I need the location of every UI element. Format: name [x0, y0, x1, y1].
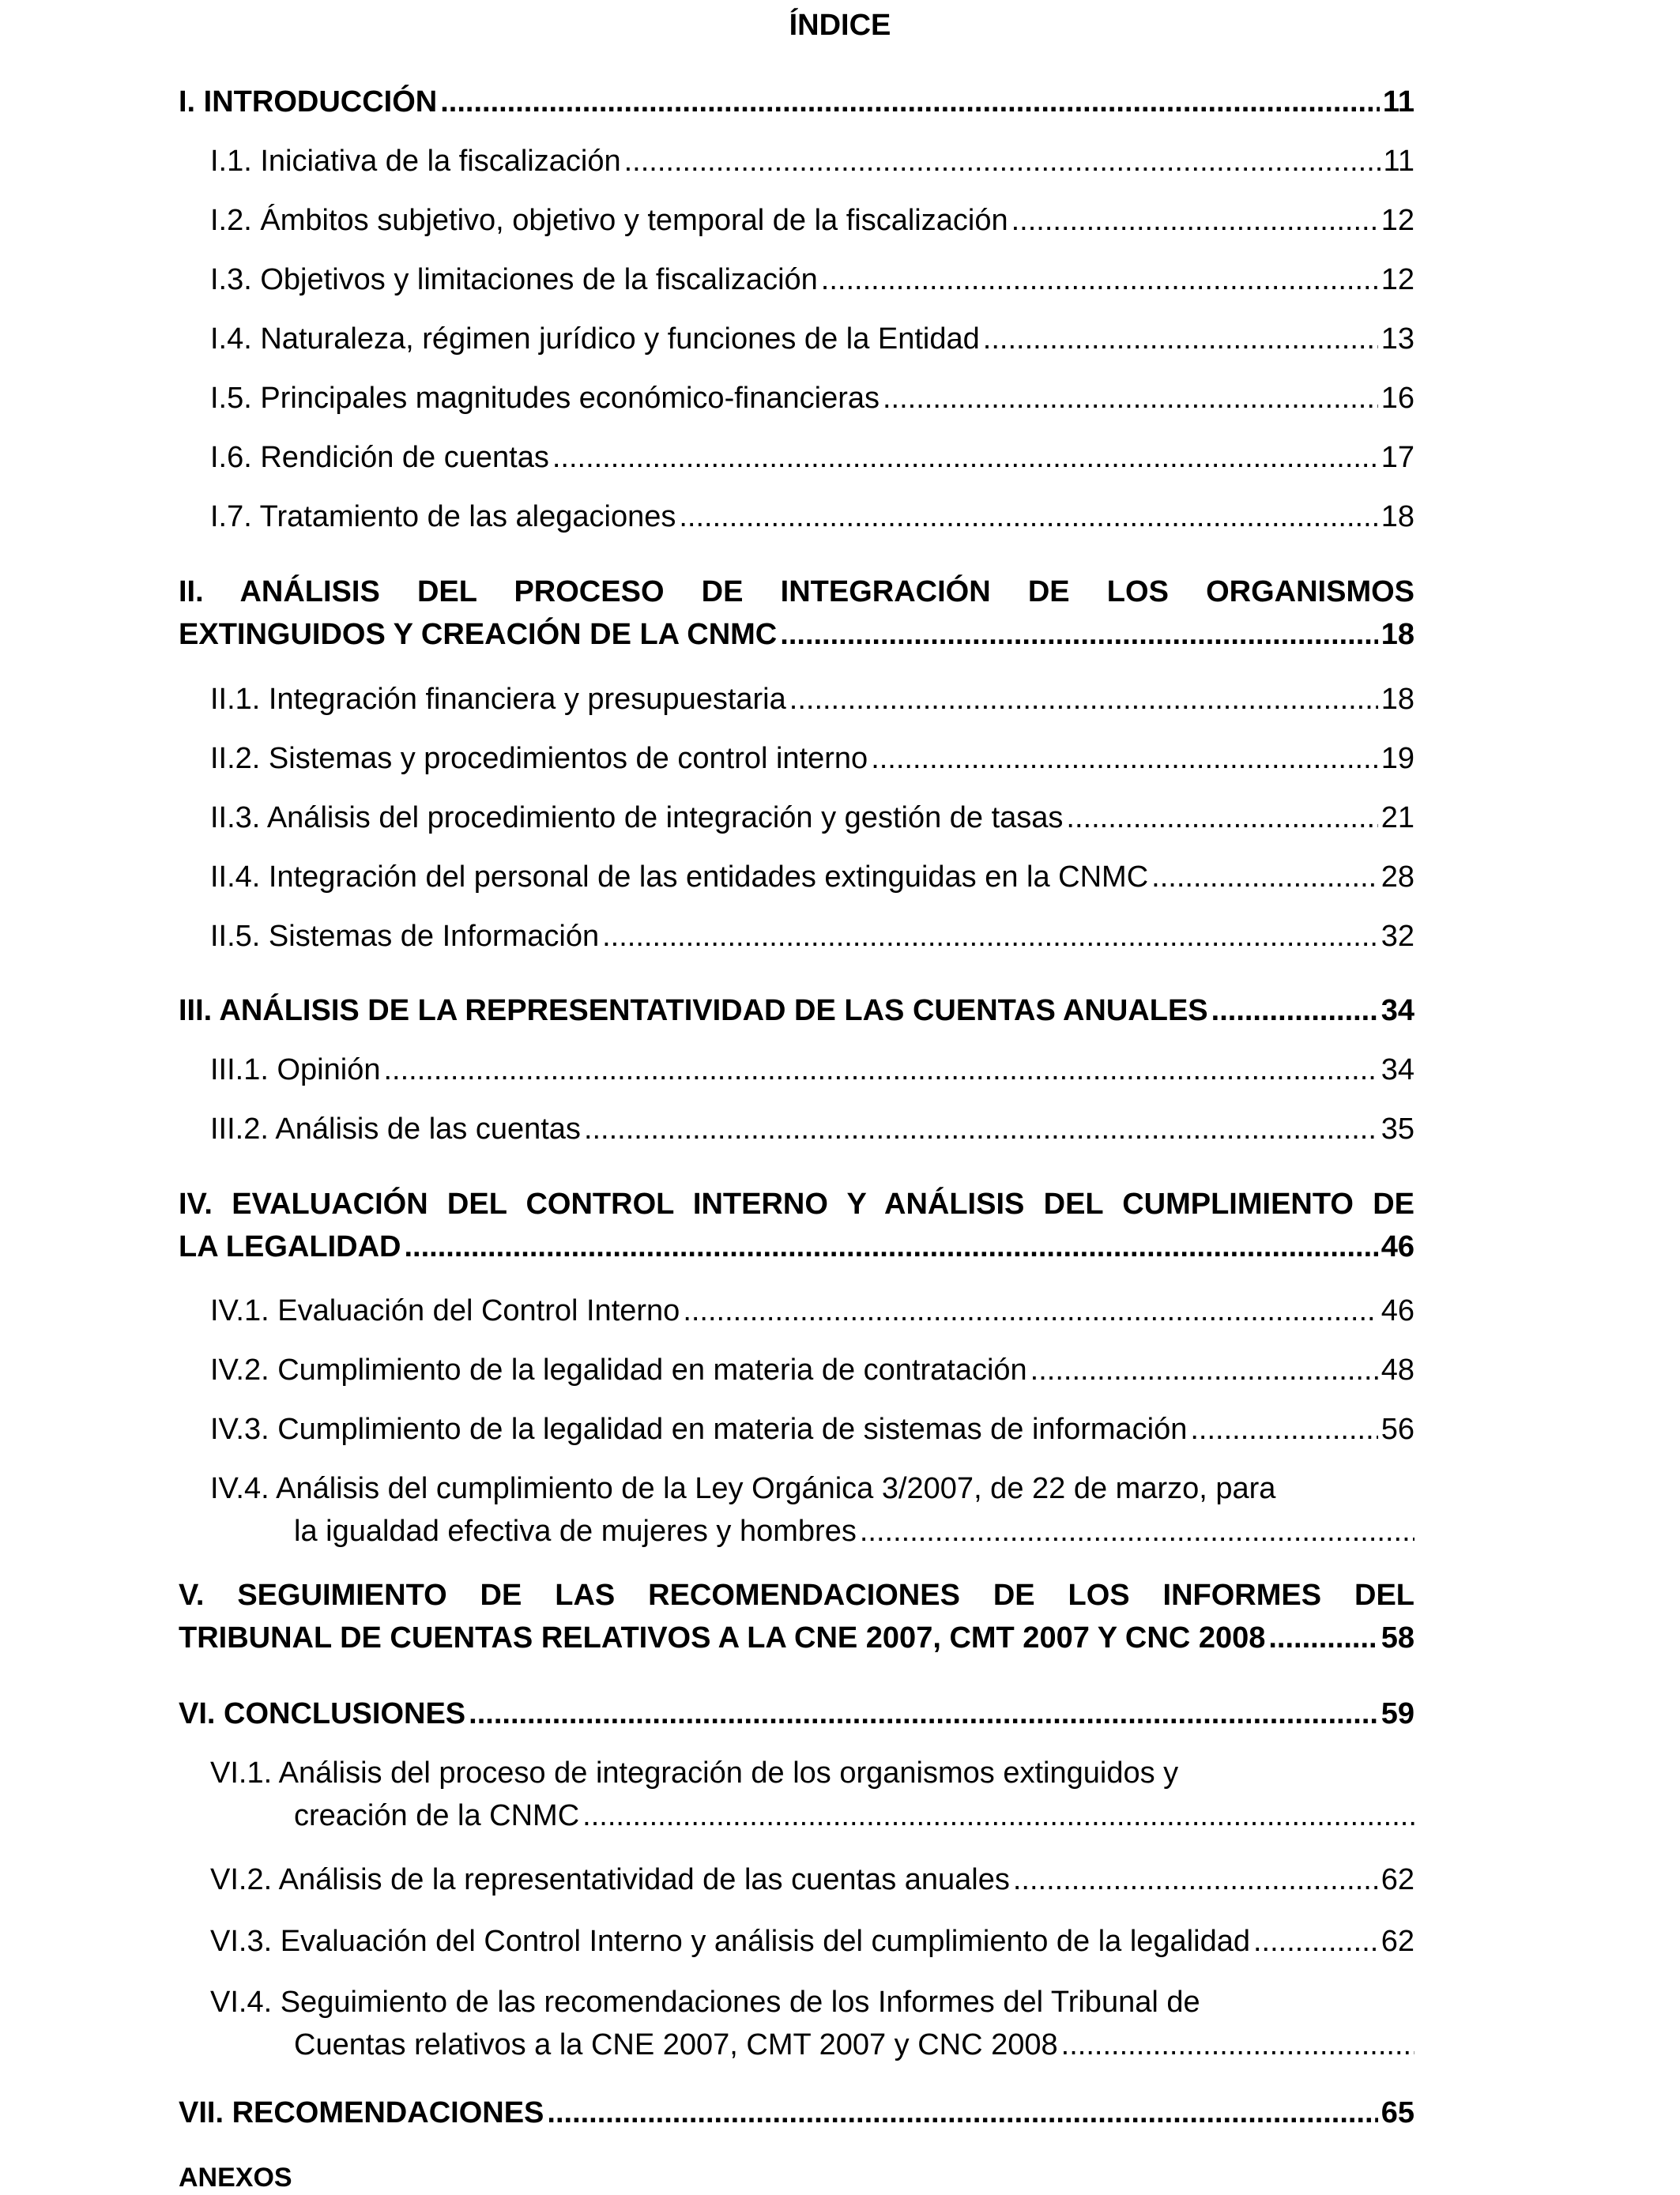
toc-entry-page: 34 [1381, 1053, 1414, 1086]
toc-entry-page: 18 [1381, 500, 1414, 533]
toc-entry-label: II.1. Integración financiera y presupuestaria [210, 683, 786, 716]
toc-entry-label: VI.2. Análisis de la representatividad de las cuentas anuales [210, 1863, 1010, 1896]
toc-entry-page: 11 [1383, 145, 1414, 178]
toc-entry-label-line2: EXTINGUIDOS Y CREACIÓN DE LA CNMC [179, 618, 778, 651]
toc-entry-label: II.4. Integración del personal de las entidades extinguidas en la CNMC [210, 860, 1149, 894]
toc-entry-label-line1: II. ANÁLISIS DEL PROCESO DE INTEGRACIÓN DE LOS ORGANISMOS [179, 575, 1414, 608]
toc-entry-label-line2: LA LEGALIDAD [179, 1230, 401, 1263]
toc-entry-4-1[interactable] [179, 1290, 1414, 1332]
toc-entry-label-line1: V. SEGUIMIENTO DE LAS RECOMENDACIONES DE LOS INFORMES DEL [179, 1579, 1414, 1612]
toc-entry-page: 16 [1381, 382, 1414, 415]
toc-entry-1-7[interactable] [179, 495, 1414, 538]
toc-entry-page: 21 [1381, 801, 1414, 834]
toc-entry-label: III.1. Opinión [210, 1053, 381, 1086]
toc-entry-page: 11 [1382, 85, 1414, 119]
toc-entry-label: IV.2. Cumplimiento de la legalidad en materia de contratación [210, 1354, 1027, 1387]
toc-entry-label: VI. CONCLUSIONES [179, 1697, 466, 1730]
toc-entry-page: 34 [1381, 994, 1414, 1027]
toc-entry-label: I.6. Rendición de cuentas [210, 441, 549, 474]
toc-entry-page: 59 [1381, 1697, 1414, 1730]
toc-entry-label-line1: VI.4. Seguimiento de las recomendaciones de los Informes del Tribunal de [210, 1986, 1200, 2019]
toc-entry-label: VI.3. Evaluación del Control Interno y análisis del cumplimiento de la legalidad [210, 1925, 1250, 1958]
page-title: ÍNDICE [789, 9, 891, 42]
toc-entry-label-line1: IV.4. Análisis del cumplimiento de la Ley Orgánica 3/2007, de 22 de marzo, para [210, 1472, 1276, 1505]
toc-entry-seguimiento[interactable] [179, 1574, 1414, 1659]
toc-entry-page: 46 [1381, 1230, 1414, 1263]
toc-entry-2-5[interactable] [179, 915, 1414, 958]
toc-entry-label: I. INTRODUCCIÓN [179, 85, 438, 119]
toc-entry-2-4[interactable] [179, 856, 1414, 898]
toc-entry-page: 62 [1381, 1863, 1414, 1896]
toc-entry-label: II.3. Análisis del procedimiento de integración y gestión de tasas [210, 801, 1064, 834]
toc-entry-page: 35 [1381, 1113, 1414, 1146]
annex-heading: ANEXOS [179, 2163, 292, 2193]
toc-entry-page: 46 [1381, 1294, 1414, 1327]
toc-entry-label: III. ANÁLISIS DE LA REPRESENTATIVIDAD DE LAS CUENTAS ANUALES [179, 994, 1208, 1027]
toc-entry-page: 12 [1381, 263, 1414, 296]
toc-entry-page: 56 [1381, 1413, 1414, 1446]
toc-entry-4-3[interactable] [179, 1408, 1414, 1451]
toc-entry-analisis-integracion[interactable] [179, 570, 1414, 656]
toc-entry-3-1[interactable] [179, 1049, 1414, 1091]
toc-entry-1-5[interactable] [179, 377, 1414, 420]
toc-entry-label: I.2. Ámbitos subjetivo, objetivo y temporal de la fiscalización [210, 204, 1008, 237]
toc-entry-1-4[interactable] [179, 318, 1414, 360]
toc-entry-label: I.4. Naturaleza, régimen jurídico y funciones de la Entidad [210, 322, 980, 356]
toc-entry-4-2[interactable] [179, 1349, 1414, 1391]
toc-entry-page: 32 [1381, 920, 1414, 953]
toc-entry-conclusiones[interactable] [179, 1692, 1414, 1735]
toc-entry-label: II.5. Sistemas de Información [210, 920, 600, 953]
toc-entry-2-2[interactable] [179, 737, 1414, 780]
toc-entry-6-3[interactable] [179, 1920, 1414, 1963]
toc-entry-label: VII. RECOMENDACIONES [179, 2096, 544, 2129]
toc-entry-page: 18 [1381, 618, 1414, 651]
toc-entry-label-line1: VI.1. Análisis del proceso de integración de los organismos extinguidos y [210, 1756, 1179, 1790]
toc-entry-label: III.2. Análisis de las cuentas [210, 1113, 581, 1146]
toc-entry-introduccion[interactable] [179, 81, 1414, 123]
toc-entry-page: 28 [1381, 860, 1414, 894]
toc-entry-representatividad[interactable] [179, 989, 1414, 1032]
toc-entry-2-1[interactable] [179, 678, 1414, 721]
toc-entry-label: I.1. Iniciativa de la fiscalización [210, 145, 621, 178]
toc-entry-page: 18 [1381, 683, 1414, 716]
toc-entry-control-interno[interactable] [179, 1183, 1414, 1268]
toc-entry-label: IV.3. Cumplimiento de la legalidad en materia de sistemas de información [210, 1413, 1188, 1446]
toc-entry-label-line1: IV. EVALUACIÓN DEL CONTROL INTERNO Y ANÁLISIS DEL CUMPLIMIENTO DE [179, 1188, 1414, 1221]
toc-entry-label: I.5. Principales magnitudes económico-financieras [210, 382, 880, 415]
toc-entry-label: I.7. Tratamiento de las alegaciones [210, 500, 676, 533]
toc-entry-page: 58 [1381, 1621, 1414, 1655]
toc-entry-1-1[interactable] [179, 140, 1414, 183]
toc-entry-recomendaciones[interactable] [179, 2091, 1414, 2134]
toc-entry-label-line2: Cuentas relativos a la CNE 2007, CMT 2007 y CNC 2008 [294, 2028, 1058, 2061]
toc-entry-page: 62 [1381, 1925, 1414, 1958]
toc-entry-page: 48 [1381, 1354, 1414, 1387]
toc-entry-6-1[interactable] [179, 1752, 1414, 1837]
toc-entry-1-2[interactable] [179, 199, 1414, 242]
toc-entry-label-line2: la igualdad efectiva de mujeres y hombres [294, 1515, 857, 1548]
toc-entry-6-4[interactable] [179, 1981, 1414, 2066]
toc-entry-label: II.2. Sistemas y procedimientos de control interno [210, 742, 868, 775]
toc-entry-4-4[interactable] [179, 1467, 1414, 1553]
toc-entry-label-line2: creación de la CNMC [294, 1799, 580, 1832]
toc-entry-page: 19 [1381, 742, 1414, 775]
toc-entry-page: 12 [1381, 204, 1414, 237]
toc-entry-3-2[interactable] [179, 1108, 1414, 1150]
toc-entry-page: 17 [1381, 441, 1414, 474]
toc-entry-2-3[interactable] [179, 796, 1414, 839]
toc-entry-1-6[interactable] [179, 436, 1414, 479]
toc-entry-label: I.3. Objetivos y limitaciones de la fiscalización [210, 263, 818, 296]
toc-entry-1-3[interactable] [179, 258, 1414, 301]
toc-entry-page: 13 [1381, 322, 1414, 356]
toc-entry-label-line2: TRIBUNAL DE CUENTAS RELATIVOS A LA CNE 2007, CMT 2007 Y CNC 2008 [179, 1621, 1266, 1655]
toc-entry-6-2[interactable] [179, 1858, 1414, 1901]
toc-entry-label: IV.1. Evaluación del Control Interno [210, 1294, 680, 1327]
toc-entry-page: 65 [1381, 2096, 1414, 2129]
